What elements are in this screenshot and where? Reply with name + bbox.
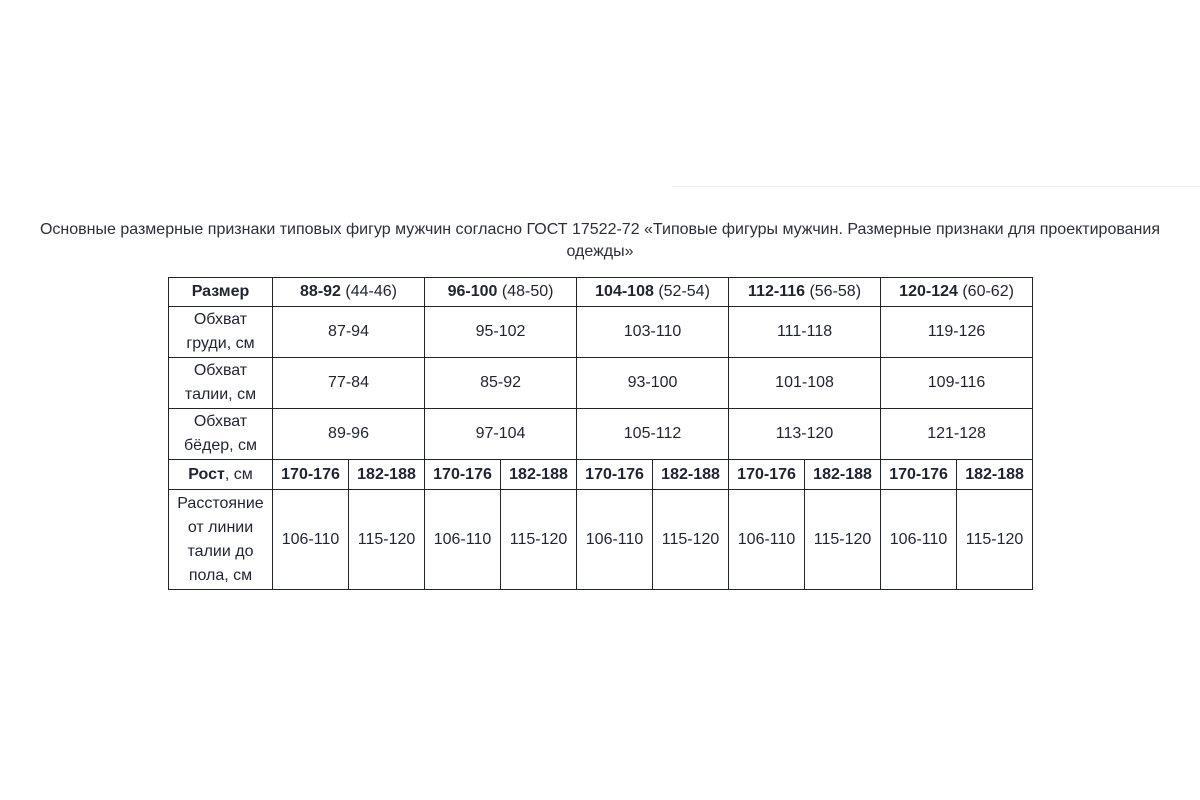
hips-value: 121-128: [881, 409, 1033, 460]
distance-value: 115-120: [349, 490, 425, 590]
size-cell: [425, 278, 577, 307]
chest-value: 119-126: [881, 307, 1033, 358]
distance-value: 106-110: [425, 490, 501, 590]
height-value: 170-176: [577, 460, 653, 490]
distance-label-line: талии до: [187, 542, 254, 560]
distance-value: 106-110: [273, 490, 349, 590]
height-value: 182-188: [349, 460, 425, 490]
height-value: 170-176: [881, 460, 957, 490]
size-cell: [577, 278, 729, 307]
hips-value: 105-112: [577, 409, 729, 460]
height-label: [169, 460, 273, 490]
waist-value: 109-116: [881, 358, 1033, 409]
waist-label-line: Обхват: [193, 362, 248, 379]
top-divider: [672, 186, 1200, 187]
hips-label-line: Обхват: [193, 413, 248, 430]
size-cell: [273, 278, 425, 307]
chest-row: [169, 307, 1033, 358]
distance-label: [169, 490, 273, 590]
distance-value: 106-110: [577, 490, 653, 590]
distance-label-line: пола, см: [188, 566, 253, 584]
chest-value: 87-94: [273, 307, 425, 358]
size-chart-table: [168, 277, 1033, 590]
distance-value: 115-120: [957, 490, 1033, 590]
chest-label-line: Обхват: [193, 311, 248, 328]
chest-value: 103-110: [577, 307, 729, 358]
height-value: 170-176: [729, 460, 805, 490]
height-label-bold: Рост: [188, 465, 225, 483]
chest-label: [169, 307, 273, 358]
size-range: 104-108: [595, 283, 654, 300]
size-range: 120-124: [899, 283, 958, 300]
distance-label-line: Расстояние: [177, 494, 264, 512]
distance-value: 106-110: [729, 490, 805, 590]
height-value: 182-188: [653, 460, 729, 490]
waist-value: 101-108: [729, 358, 881, 409]
waist-value: 85-92: [425, 358, 577, 409]
waist-value: 93-100: [577, 358, 729, 409]
size-range: 96-100: [447, 283, 498, 300]
height-row: [169, 460, 1033, 490]
size-range: 112-116: [748, 283, 805, 300]
size-russian: (48-50): [497, 283, 554, 300]
caption-line-2: одежды»: [566, 243, 634, 260]
hips-row: [169, 409, 1033, 460]
size-cell: [881, 278, 1033, 307]
hips-value: 97-104: [425, 409, 577, 460]
distance-value: 106-110: [881, 490, 957, 590]
distance-value: 115-120: [805, 490, 881, 590]
chest-value: 95-102: [425, 307, 577, 358]
size-cell: [729, 278, 881, 307]
distance-value: 115-120: [501, 490, 577, 590]
height-value: 182-188: [805, 460, 881, 490]
size-range: 88-92: [300, 283, 341, 300]
size-header-row: [169, 278, 1033, 307]
waist-label: [169, 358, 273, 409]
size-russian: (52-54): [653, 283, 710, 300]
height-value: 170-176: [425, 460, 501, 490]
size-russian: (56-58): [805, 283, 862, 300]
size-header-label: Размер: [169, 278, 273, 307]
caption-line-1: Основные размерные признаки типовых фигур мужчин согласно ГОСТ 17522-72 «Типовые фигуры мужчин. Размерные признаки для проектирования: [39, 221, 1160, 238]
size-russian: (60-62): [957, 283, 1014, 300]
chest-value: 111-118: [729, 307, 881, 358]
size-russian: (44-46): [340, 283, 397, 300]
waist-label-line: талии, см: [184, 386, 257, 403]
hips-label: [169, 409, 273, 460]
height-label-unit: , см: [224, 465, 253, 483]
hips-value: 113-120: [729, 409, 881, 460]
distance-label-line: от линии: [187, 518, 254, 536]
distance-value: 115-120: [653, 490, 729, 590]
waist-value: 77-84: [273, 358, 425, 409]
distance-row: [169, 490, 1033, 590]
height-value: 182-188: [501, 460, 577, 490]
waist-row: [169, 358, 1033, 409]
hips-value: 89-96: [273, 409, 425, 460]
chest-label-line: груди, см: [186, 335, 255, 352]
table-caption: [0, 219, 1200, 263]
height-value: 182-188: [957, 460, 1033, 490]
height-value: 170-176: [273, 460, 349, 490]
hips-label-line: бёдер, см: [183, 437, 258, 454]
